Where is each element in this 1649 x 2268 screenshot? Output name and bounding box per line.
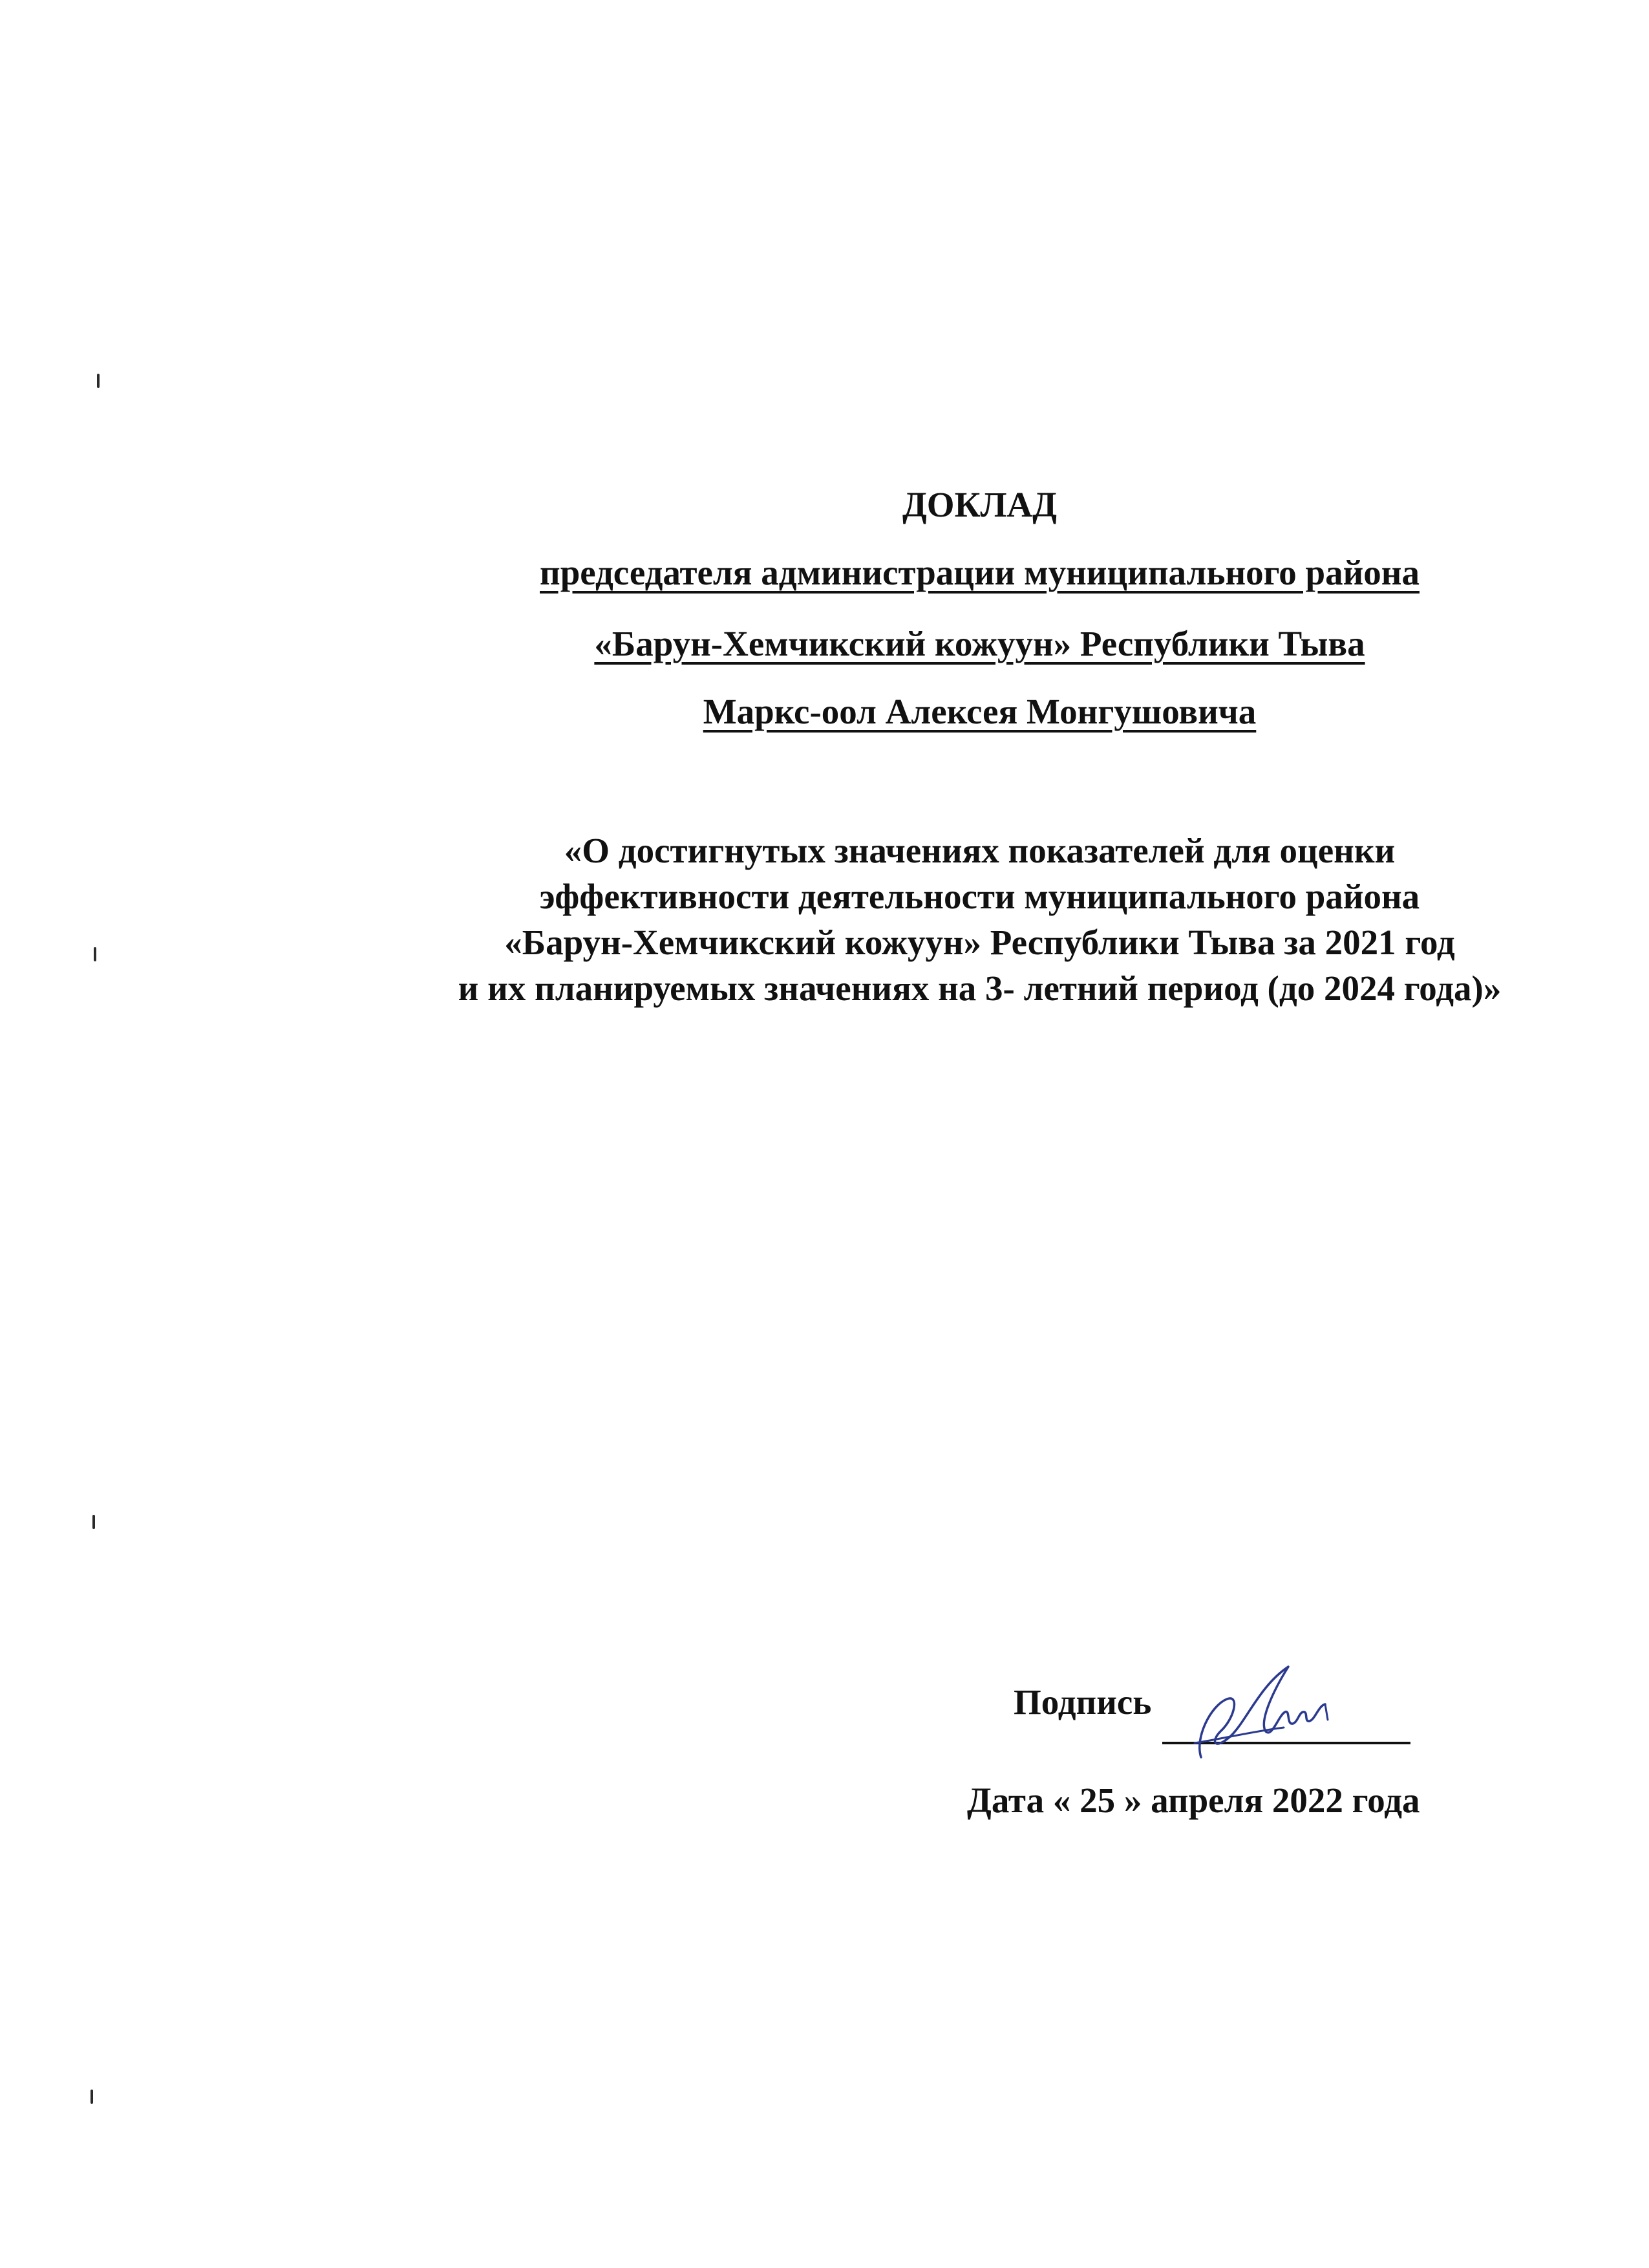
- margin-mark: [94, 947, 96, 961]
- signature-label: Подпись: [1014, 1682, 1152, 1722]
- author-line-text: «Барун-Хемчикский кожуун» Республики Тыва: [594, 624, 1365, 663]
- handwritten-signature: [1175, 1660, 1343, 1764]
- signature-row: [1014, 1681, 1151, 1724]
- date-prefix: Дата «: [967, 1781, 1071, 1820]
- author-line: [155, 690, 1649, 733]
- date-day: 25: [1080, 1781, 1116, 1820]
- author-line-text: председателя администрации муниципального района: [540, 553, 1420, 592]
- author-line: [155, 623, 1649, 665]
- subject-line: «Барун-Хемчикский кожуун» Республики Тыва за 2021 год: [504, 923, 1455, 962]
- margin-mark: [92, 1515, 95, 1529]
- subject-line: и их планируемых значениях на 3- летний период (до 2024 года)»: [458, 968, 1502, 1008]
- date-suffix: » апреля 2022 года: [1123, 1781, 1420, 1820]
- margin-mark: [97, 374, 100, 388]
- subject-line: «О достигнутых значениях показателей для оценки: [564, 831, 1396, 870]
- author-line: [155, 551, 1649, 594]
- subject-line: эффективности деятельности муниципального района: [539, 877, 1420, 916]
- margin-mark: [90, 2090, 93, 2104]
- date-row: [967, 1779, 1420, 1822]
- document-title: ДОКЛАД: [902, 485, 1058, 524]
- author-line-text: Маркс-оол Алексея Монгушовича: [703, 692, 1257, 731]
- report-subject: [155, 828, 1649, 1011]
